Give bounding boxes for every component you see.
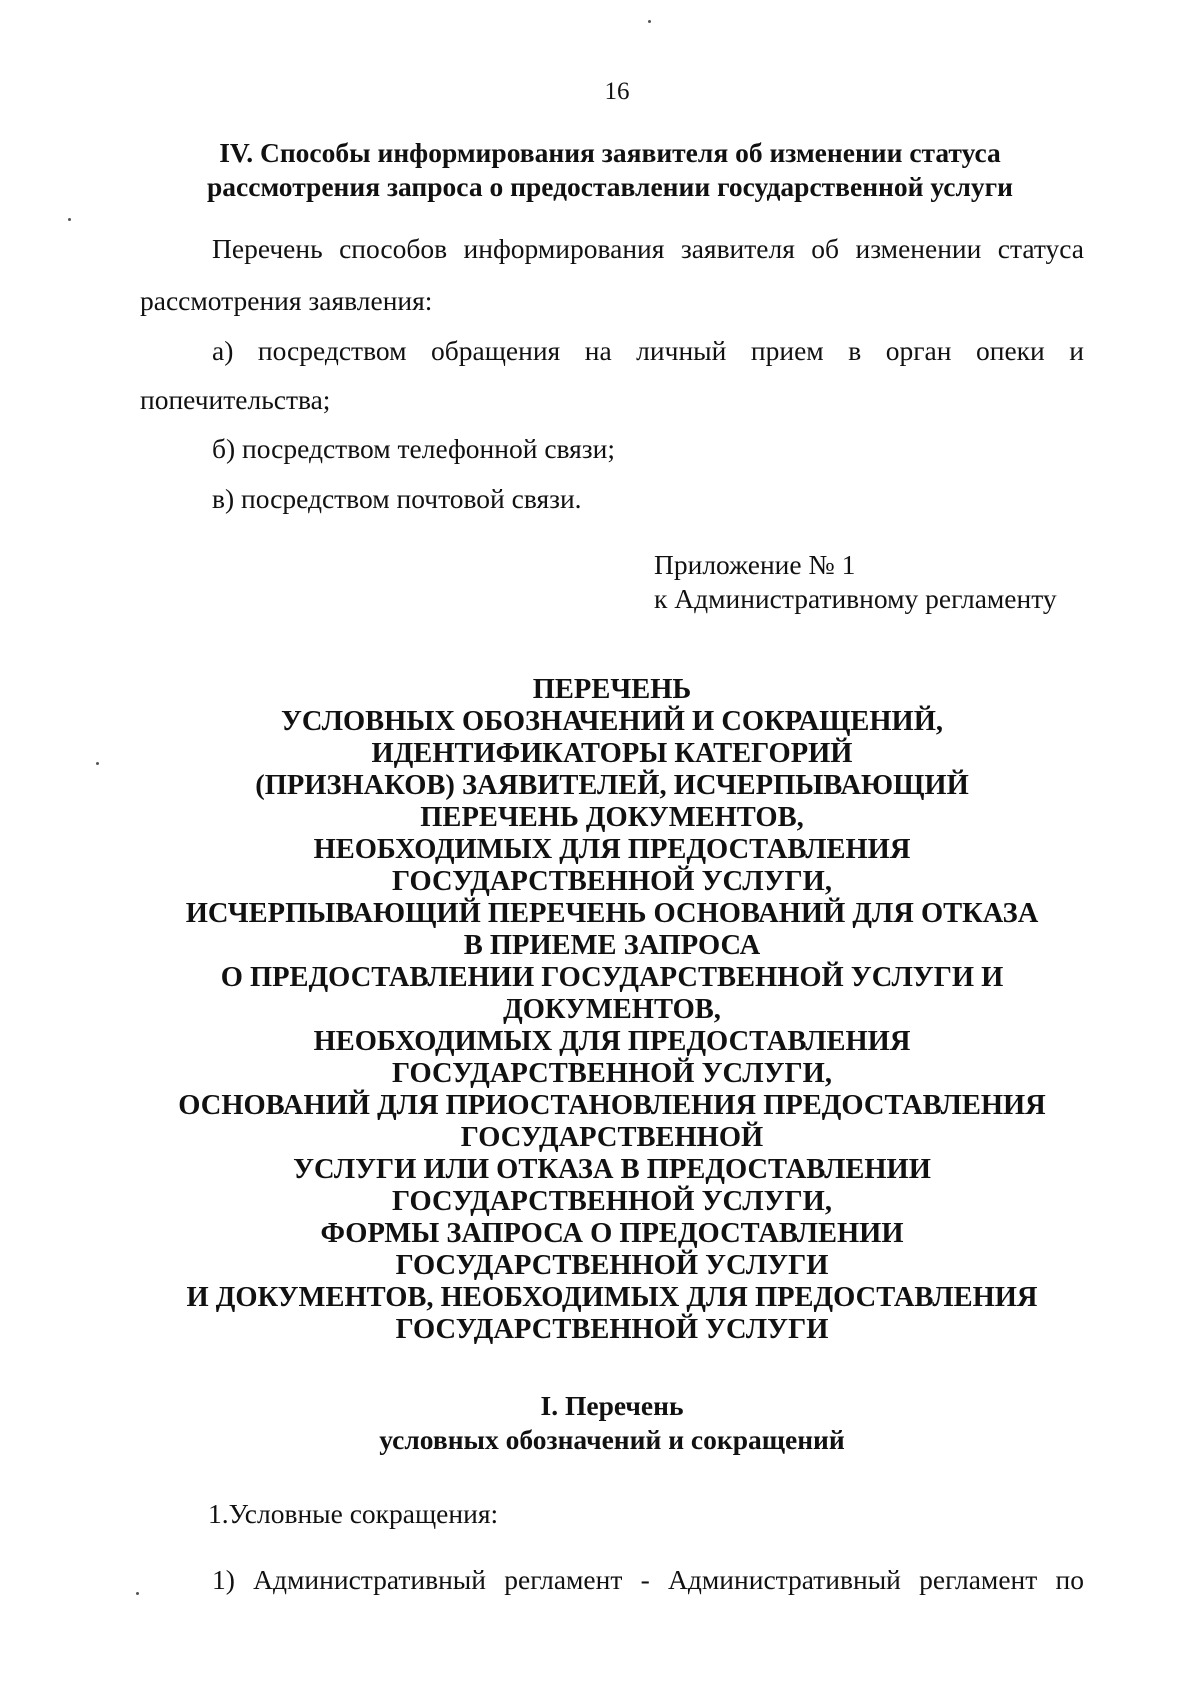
title-line: ГОСУДАРСТВЕННОЙ УСЛУГИ — [395, 1250, 829, 1281]
intro-line-2: рассмотрения заявления: — [140, 285, 433, 316]
title-line: И ДОКУМЕНТОВ, НЕОБХОДИМЫХ ДЛЯ ПРЕДОСТАВЛЕНИЯ — [186, 1282, 1038, 1313]
title-line: ГОСУДАРСТВЕННОЙ УСЛУГИ, — [392, 866, 832, 897]
title-line: ИДЕНТИФИКАТОРЫ КАТЕГОРИЙ — [371, 738, 853, 769]
title-line: ПЕРЕЧЕНЬ — [532, 674, 692, 705]
section-i-heading-line: условных обозначений и сокращений — [379, 1424, 845, 1455]
section-iv-heading-line: IV. Способы информирования заявителя об изменении статуса — [219, 137, 1001, 168]
title-line: ОСНОВАНИЙ ДЛЯ ПРИОСТАНОВЛЕНИЯ ПРЕДОСТАВЛЕНИЯ — [178, 1090, 1046, 1121]
appendix-reference — [654, 548, 1057, 616]
section-iv-heading-line: рассмотрения запроса о предоставлении государственной услуги — [206, 171, 1013, 202]
title-line: В ПРИЕМЕ ЗАПРОСА — [463, 930, 761, 961]
title-line: ПЕРЕЧЕНЬ ДОКУМЕНТОВ, — [420, 802, 804, 833]
document-title — [140, 674, 1084, 1346]
title-line: ФОРМЫ ЗАПРОСА О ПРЕДОСТАВЛЕНИИ — [320, 1218, 904, 1249]
title-line: (ПРИЗНАКОВ) ЗАЯВИТЕЛЕЙ, ИСЧЕРПЫВАЮЩИЙ — [255, 770, 969, 801]
title-line: ГОСУДАРСТВЕННОЙ УСЛУГИ — [395, 1314, 829, 1345]
point-1: 1.Условные сокращения: — [208, 1498, 499, 1529]
appendix-target: к Административному регламенту — [654, 583, 1057, 614]
section-i-heading-line: I. Перечень — [540, 1390, 684, 1421]
scan-speck — [96, 762, 99, 765]
section-iv-heading — [140, 136, 1080, 204]
title-line: ДОКУМЕНТОВ, — [503, 994, 721, 1025]
title-line: ИСЧЕРПЫВАЮЩИЙ ПЕРЕЧЕНЬ ОСНОВАНИЙ ДЛЯ ОТКАЗА — [185, 898, 1039, 929]
intro-line-1: Перечень способов информирования заявителя об изменении статуса — [212, 233, 1084, 264]
section-i-heading — [140, 1389, 1084, 1457]
title-line: УСЛУГИ ИЛИ ОТКАЗА В ПРЕДОСТАВЛЕНИИ — [293, 1154, 931, 1185]
title-line: УСЛОВНЫХ ОБОЗНАЧЕНИЙ И СОКРАЩЕНИЙ, — [280, 706, 944, 737]
scan-speck — [136, 1592, 139, 1595]
scan-speck — [68, 218, 71, 221]
item-c: в) посредством почтовой связи. — [212, 483, 582, 514]
scan-speck — [648, 20, 651, 23]
page-number: 16 — [604, 78, 630, 105]
appendix-number: Приложение № 1 — [654, 549, 856, 580]
title-line: НЕОБХОДИМЫХ ДЛЯ ПРЕДОСТАВЛЕНИЯ — [313, 834, 911, 865]
title-line: О ПРЕДОСТАВЛЕНИИ ГОСУДАРСТВЕННОЙ УСЛУГИ И — [220, 962, 1004, 993]
title-line: ГОСУДАРСТВЕННОЙ — [460, 1122, 764, 1153]
item-a-line-2: попечительства; — [140, 384, 331, 415]
abbreviation-item-1: 1) Административный регламент - Административный регламент по — [212, 1564, 1084, 1595]
title-line: ГОСУДАРСТВЕННОЙ УСЛУГИ, — [392, 1058, 832, 1089]
title-line: НЕОБХОДИМЫХ ДЛЯ ПРЕДОСТАВЛЕНИЯ — [313, 1026, 911, 1057]
item-a-line-1: а) посредством обращения на личный прием в орган опеки и — [212, 335, 1084, 366]
title-line: ГОСУДАРСТВЕННОЙ УСЛУГИ, — [392, 1186, 832, 1217]
item-b: б) посредством телефонной связи; — [212, 433, 616, 464]
